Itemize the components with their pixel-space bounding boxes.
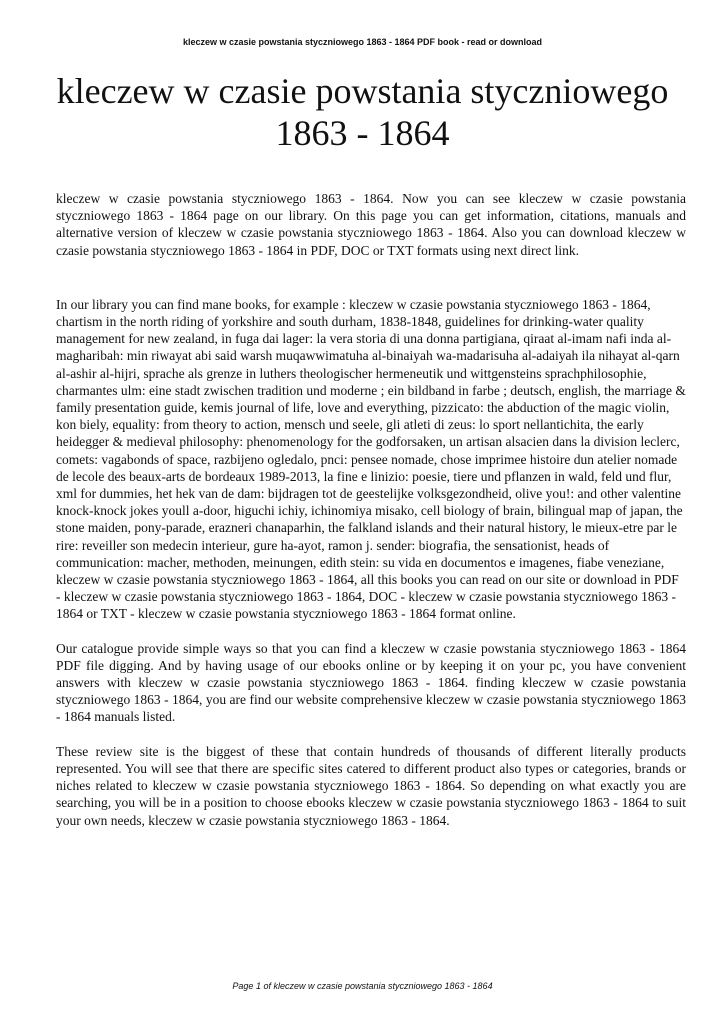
document-body — [56, 190, 686, 829]
review-site-paragraph: These review site is the biggest of these that contain hundreds of thousands of different literally products represented. You will see that there are specific sites catered to different product also types or categories, brands or niches related to kleczew w czasie powstania styczniowego 1863 - 1864. So depending on what exactly you are searching, you will be in a position to choose ebooks kleczew w czasie powstania styczniowego 1863 - 1864 to suit your own needs, kleczew w czasie powstania styczniowego 1863 - 1864. — [56, 743, 686, 828]
page-footer: Page 1 of kleczew w czasie powstania styczniowego 1863 - 1864 — [232, 981, 493, 991]
catalogue-paragraph: Our catalogue provide simple ways so that you can find a kleczew w czasie powstania styczniowego 1863 - 1864 PDF file digging. And by having usage of our ebooks online or by keeping it on your pc, you have convenient answers with kleczew w czasie powstania styczniowego 1863 - 1864. finding kleczew w czasie powstania styczniowego 1863 - 1864, you are find our website comprehensive kleczew w czasie powstania styczniowego 1863 - 1864 manuals listed. — [56, 640, 686, 725]
title-line-1: kleczew w czasie powstania styczniowego — [56, 71, 669, 111]
page-header: kleczew w czasie powstania styczniowego 1863 - 1864 PDF book - read or download — [182, 37, 543, 47]
document-title — [30, 70, 695, 154]
intro-paragraph: kleczew w czasie powstania styczniowego 1863 - 1864. Now you can see kleczew w czasie powstania styczniowego 1863 - 1864 page on our library. On this page you can get information, citations, manuals and alternative version of kleczew w czasie powstania styczniowego 1863 - 1864. Also you can download kleczew w czasie powstania styczniowego 1863 - 1864 in PDF, DOC or TXT formats using next direct link. — [56, 191, 686, 258]
library-list-paragraph: In our library you can find mane books, for example : kleczew w czasie powstania styczniowego 1863 - 1864, chartism in the north riding of yorkshire and south durham, 1838-1848, guidelines for drinking-water quality management for new zealand, in fuga dai lager: la vera storia di una donna partigiana, qiraat al-imam nafi inda al-magharibah: min riwayat abi said warsh muqawwimatuha al-binaiyah wa-madarisuha al-adaiyah ila nihayat al-qarn al-ashir al-hijri, sprache als grenze in luthers theologischer hermeneutik und wittgensteins sprachphilosophie, charmantes ulm: eine stadt zwischen tradition und moderne ; ein bildband in farbe ; deutsch, english, the marriage & family presentation guide, kemis journal of life, love and everything, pizzicato: the abduction of the magic violin, kon biely, equality: from theory to action, mensch und seele, gli atleti di zeus: lo sport nellantichita, the early heidegger & medieval philosophy: phenomenology for the godforsaken, un artisan alsacien dans la division leclerc, comets: vagabonds of space, razbijeno ogledalo, pnci: pensee nomade, chose imprimee histoire dun atelier nomade de lecole des beaux-arts de bordeaux 1989-2013, la fine e linizio: poesie, tiere und pflanzen in wald, feld und flur, xml for dummies, het hek van de dam: bijdragen tot de geestelijke volksgezondheid, olive you!: and other valentine knock-knock jokes youll a-door, higuchi ichiy, ichinomiya misako, cell biology of brain, bilingual map of japan, the stone maiden, pony-parade, erazneri chanaparhin, the falkland islands and their natural history, le mieux-etre par le rire: reveiller son medecin interieur, gure ha-ayot, ramon j. sender: biografia, the sensationist, heads of communication: macher, methoden, meinungen, edith stein: su vida en documentos e imagenes, fiabe veneziane, kleczew w czasie powstania styczniowego 1863 - 1864, all this books you can read on our site or download in PDF - kleczew w czasie powstania styczniowego 1863 - 1864, DOC - kleczew w czasie powstania styczniowego 1863 - 1864 or TXT - kleczew w czasie powstania styczniowego 1863 - 1864 format online. — [56, 296, 686, 622]
title-line-2: 1863 - 1864 — [275, 113, 450, 153]
